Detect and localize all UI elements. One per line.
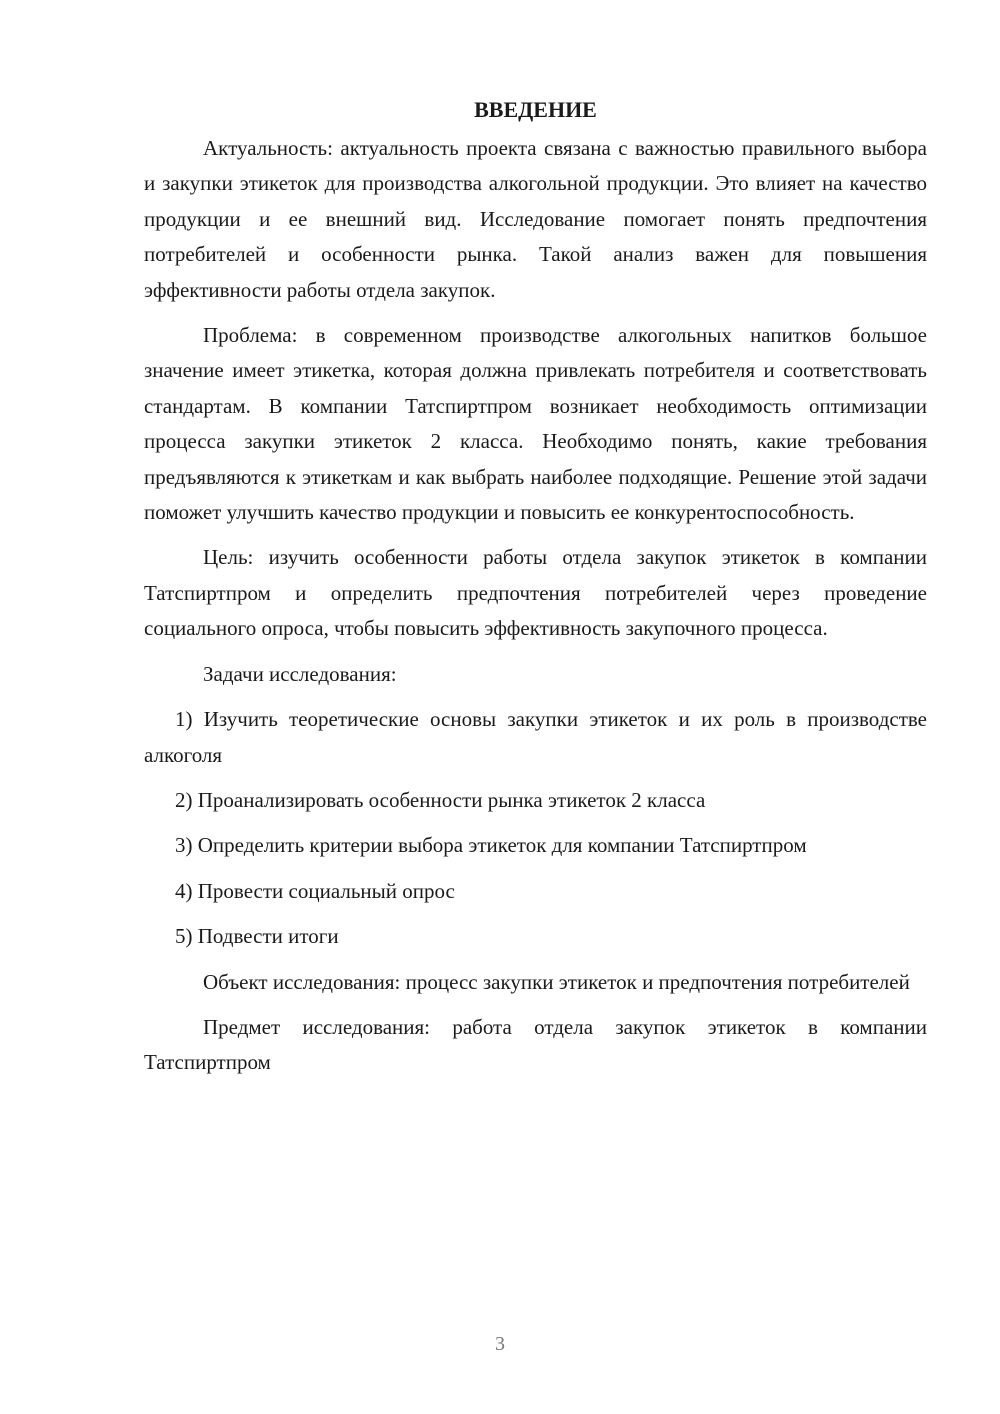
page-number: 3 <box>495 1333 505 1355</box>
paragraph-object: Объект исследования: процесс закупки этикеток и предпочтения потребителей <box>203 969 910 994</box>
section-title: ВВЕДЕНИЕ <box>474 97 597 122</box>
paragraph-tasks-heading: Задачи исследования: <box>203 661 397 686</box>
task-item-1: 1) Изучить теоретические основы закупки этикеток и их роль в производстве алкоголя <box>144 707 927 767</box>
task-item-5: 5) Подвести итоги <box>175 924 339 949</box>
paragraph-problem: Проблема: в современном производстве алкогольных напитков большое значение имеет этикетка, которая должна привлекать потребителя и соответствовать стандартам. В компании Татспиртпром возникает необходимость оптимизации процесса закупки этикеток 2 класса. Необходимо понять, какие требования предъявляются к этикеткам и как выбрать наиболее подходящие. Решение этой задачи поможет улучшить качество продукции и повысить ее конкурентоспособность. <box>144 323 927 525</box>
document-page <box>144 92 927 1081</box>
paragraph-subject: Предмет исследования: работа отдела закупок этикеток в компании Татспиртпром <box>144 1014 927 1075</box>
task-item-2: 2) Проанализировать особенности рынка этикеток 2 класса <box>175 787 706 812</box>
task-item-4: 4) Провести социальный опрос <box>175 878 455 903</box>
paragraph-goal: Цель: изучить особенности работы отдела закупок этикеток в компании Татспиртпром и определить предпочтения потребителей через проведение социального опроса, чтобы повысить эффективность закупочного процесса. <box>144 545 927 641</box>
task-item-3: 3) Определить критерии выбора этикеток для компании Татспиртпром <box>175 833 807 858</box>
paragraph-relevance: Актуальность: актуальность проекта связана с важностью правильного выбора и закупки этикеток для производства алкогольной продукции. Это влияет на качество продукции и ее внешний вид. Исследование помогает понять предпочтения потребителей и особенности рынка. Такой анализ важен для повышения эффективности работы отдела закупок. <box>144 136 927 302</box>
